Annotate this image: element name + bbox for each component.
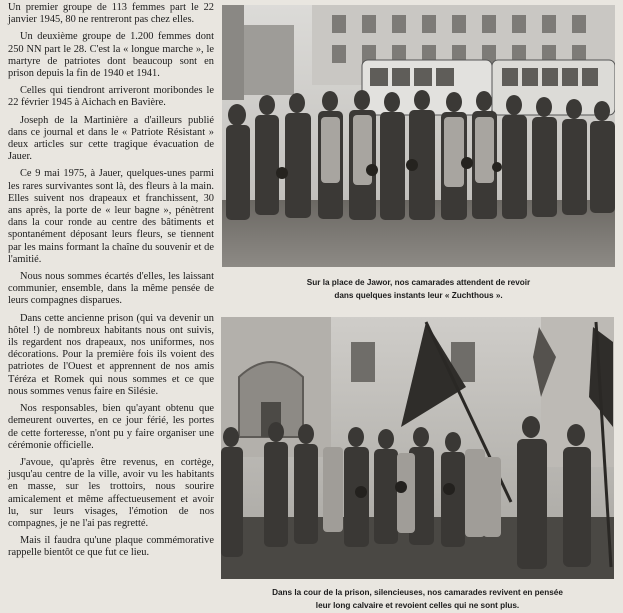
photo-caption-courtyard [221,586,614,612]
paragraph: Nos responsables, bien qu'ayant obtenu que demeurent ouvertes, en ce jour férié, les portes de cette forteresse, n'ont pu y faire organiser une cérémonie officielle. [8,403,214,451]
paragraph: J'avoue, qu'après être revenus, en cortège, jusqu'au centre de la ville, avoir vu les habitants en masse, sur les trottoirs, nous sourire amicalement et même affectueusement et avoir lu, sur leurs visages, l'émotion de nos compagnes, je ne l'ai pas regretté. [8,456,214,529]
photo-square-illustration [222,5,615,267]
paragraph: Celles qui tiendront arriveront moribondes le 22 février 1945 à Aichach en Bavière. [8,85,214,109]
photo-courtyard-illustration [221,317,614,579]
paragraph: Joseph de la Martinière a d'ailleurs publié dans ce journal et dans le « Patriote Résistant » deux articles sur cette tragique évacuation de Jauer. [8,114,214,163]
photo-square-crowd [222,5,615,267]
caption-line: Sur la place de Jawor, nos camarades attendent de revoir [306,278,531,287]
caption-line: Dans la cour de la prison, silencieuses, nos camarades revivent en pensée [272,588,563,597]
paragraph: Un deuxième groupe de 1.200 femmes dont 250 NN part le 28. C'est la « longue marche », le martyre de patriotes dont beaucoup sont en prison depuis la fin de 1940 et 1941. [8,31,214,80]
paragraph: Ce 9 mai 1975, à Jauer, quelques-unes parmi les rares survivantes sont là, des fleurs à la main. Elles suivent nos drapeaux et franchissent, 30 ans après, la porte de « leur bagne », pénètrent dans la cour ronde au centre des bâtiments et spontanément déposant leurs fleurs, se tiennent par les mains formant la chaîne du souvenir et de l'amitié. [8,168,214,265]
paragraph: Dans cette ancienne prison (qui va devenir un hôtel !) de nombreux habitants nous ont suivis, ils regardent nos drapeaux, nos uniformes, nos décorations. Pour la première fois ils voient des patriotes de l'Ouest et apprennent de nos amis Téréza et Romek qui nous sommes et ce que nous sommes venus faire en Silésie. [8,312,214,397]
photo-prison-courtyard [221,317,614,579]
paragraph: Un premier groupe de 113 femmes part le 22 janvier 1945, 80 ne rentreront pas chez elles. [8,2,214,26]
paragraph: Mais il faudra qu'une plaque commémorative rappelle bientôt ce que fut ce lieu. [8,535,214,559]
caption-line: leur long calvaire et revoient celles qui ne sont plus. [315,601,520,610]
paragraph: Nous nous sommes écartés d'elles, les laissant communier, ensemble, dans la même pensée de leurs compagnes disparues. [8,271,214,307]
article-column [8,2,214,610]
photo-caption-square [222,276,615,302]
caption-line: dans quelques instants leur « Zuchthous ». [334,291,503,300]
